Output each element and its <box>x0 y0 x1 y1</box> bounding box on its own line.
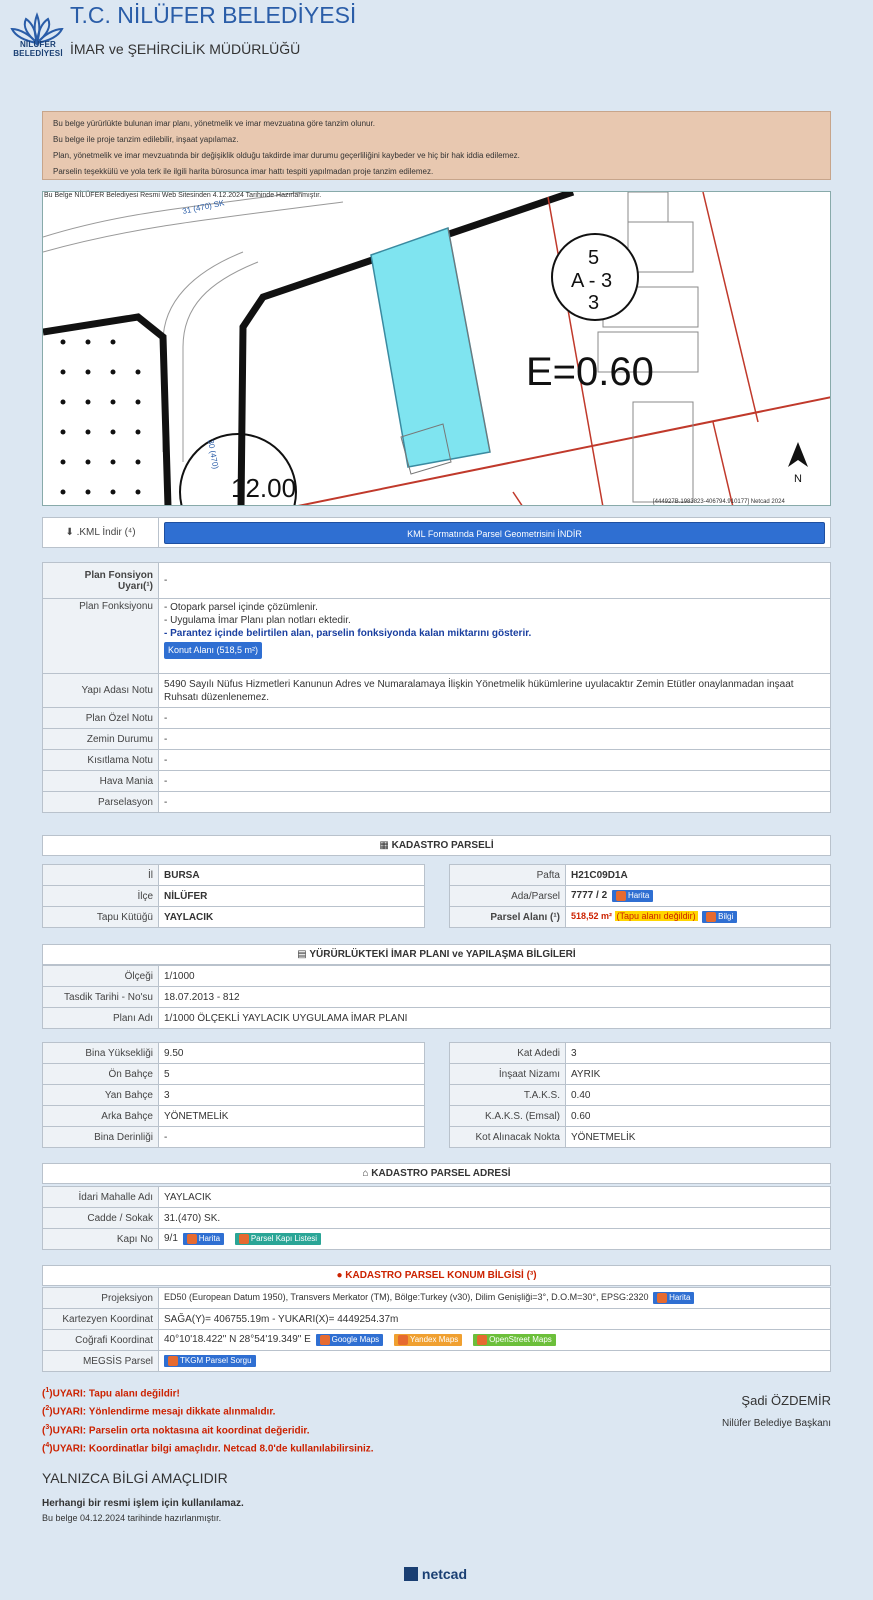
sokak-label: Cadde / Sokak <box>43 1208 159 1229</box>
arka-bahce-value: YÖNETMELİK <box>159 1106 425 1127</box>
hava-mania-value: - <box>159 771 831 792</box>
plan-adi-value: 1/1000 ÖLÇEKLİ YAYLACIK UYGULAMA İMAR PLANI <box>159 1008 831 1029</box>
note-item: ($^1$)UYARI: Tapu alanı değildir! <box>42 1387 180 1400</box>
kaks-value: 0.60 <box>566 1106 831 1127</box>
olcegi-value: 1/1000 <box>159 966 831 987</box>
parsel-alani-cell <box>566 907 831 928</box>
document-icon: ▤ <box>297 949 307 960</box>
home-icon: ⌂ <box>362 1168 369 1179</box>
tasdik-label: Tasdik Tarihi - No'su <box>43 987 159 1008</box>
signature-title: Nilüfer Belediye Başkanı <box>722 1418 831 1429</box>
ada-parsel-value: 7777 / 2 <box>571 890 608 902</box>
arka-bahce-label: Arka Bahçe <box>43 1106 159 1127</box>
ada-parsel-label: Ada/Parsel <box>450 886 566 907</box>
yapilasma-right-table <box>449 1042 831 1148</box>
konum-section-header: ● KADASTRO PARSEL KONUM BİLGİSİ (³) <box>42 1265 831 1286</box>
il-label: İl <box>43 865 159 886</box>
map-coords: [444927B.1983823-406794.910177] Netcad 2024 <box>653 499 785 505</box>
yandex-maps-button[interactable]: Yandex Maps <box>394 1334 462 1346</box>
kat-adedi-label: Kat Adedi <box>450 1043 566 1064</box>
imar-section-header: ▤ YÜRÜRLÜKTEKİ İMAR PLANI ve YAPILAŞMA BİLGİLERİ <box>42 944 831 965</box>
tapu-kutugu-value: YAYLACIK <box>159 907 425 928</box>
footer-brand: netcad <box>404 1566 467 1582</box>
info-line-1: Herhangi bir resmi işlem için kullanılamaz. <box>42 1498 244 1509</box>
yapilasma-left-table <box>42 1042 425 1148</box>
signature-name: Şadi ÖZDEMİR <box>741 1393 831 1408</box>
tkgm-button[interactable]: TKGM Parsel Sorgu <box>164 1355 256 1367</box>
olcegi-label: Ölçeği <box>43 966 159 987</box>
kaks-label: K.A.K.S. (Emsal) <box>450 1106 566 1127</box>
list-link-icon <box>239 1234 249 1244</box>
page-subtitle: İMAR ve ŞEHİRCİLİK MÜDÜRLÜĞÜ <box>70 41 301 57</box>
taks-value: 0.40 <box>566 1085 831 1106</box>
projeksiyon-label: Projeksiyon <box>43 1288 159 1309</box>
map-link-icon <box>187 1234 197 1244</box>
taks-label: T.A.K.S. <box>450 1085 566 1106</box>
north-label: N <box>794 473 802 485</box>
pafta-top: 5 <box>588 247 600 269</box>
mahalle-label: İdari Mahalle Adı <box>43 1187 159 1208</box>
info-title: YALNIZCA BİLGİ AMAÇLIDIR <box>42 1470 228 1486</box>
kapi-listesi-button[interactable]: Parsel Kapı Listesi <box>235 1233 321 1245</box>
il-value: BURSA <box>159 865 425 886</box>
bina-yuksekligi-label: Bina Yüksekliği <box>43 1043 159 1064</box>
ada-parsel-cell <box>566 886 831 907</box>
cografi-label: Coğrafi Koordinat <box>43 1330 159 1351</box>
warning-box <box>42 111 831 180</box>
road-label: 31 (470) SK <box>181 198 226 216</box>
plan-fonksiyonu-value <box>159 599 831 674</box>
location-pin-icon: ● <box>336 1270 343 1281</box>
page-title: T.C. NİLÜFER BELEDİYESİ <box>70 2 357 28</box>
sokak-value: 31.(470) SK. <box>159 1208 831 1229</box>
bilgi-button[interactable]: Bilgi <box>702 911 737 923</box>
tasdik-value: 18.07.2013 - 812 <box>159 987 831 1008</box>
kisitlama-notu-label: Kısıtlama Notu <box>43 750 159 771</box>
kartezyen-label: Kartezyen Koordinat <box>43 1309 159 1330</box>
parsel-alani-value: 518,52 m² <box>571 911 613 922</box>
tapu-kutugu-label: Tapu Kütüğü <box>43 907 159 928</box>
road-label-2: 30 (470) <box>206 438 221 470</box>
map-large-label: 12.00 <box>231 473 297 503</box>
note-item: ($^4$)UYARI: Koordinatlar bilgi amaçlıdır. Netcad 8.0'de kullanılabilirsiniz. <box>42 1441 374 1455</box>
plan-fonsiyon-uyari-value: - <box>159 563 831 599</box>
osm-button[interactable]: OpenStreet Maps <box>473 1334 556 1346</box>
ada-harita-button[interactable]: Harita <box>612 890 653 902</box>
zemin-durumu-value: - <box>159 729 831 750</box>
kot-label: Kot Alınacak Nokta <box>450 1127 566 1148</box>
kapi-no-cell <box>159 1229 831 1250</box>
plan-fonksiyonu-label: Plan Fonksiyonu <box>43 599 159 674</box>
plan-adi-label: Planı Adı <box>43 1008 159 1029</box>
parsel-alani-label: Parsel Alanı (¹) <box>450 907 566 928</box>
yan-bahce-value: 3 <box>159 1085 425 1106</box>
function-line: - Otopark parsel içinde çözümlenir. <box>164 602 318 613</box>
info-link-icon <box>706 912 716 922</box>
konum-table <box>42 1287 831 1372</box>
tapu-note: (Tapu alanı değildir) <box>616 911 696 922</box>
yan-bahce-label: Yan Bahçe <box>43 1085 159 1106</box>
plan-ozel-notu-value: - <box>159 708 831 729</box>
map-link-icon <box>398 1335 408 1345</box>
on-bahce-value: 5 <box>159 1064 425 1085</box>
kml-download-button[interactable]: KML Formatında Parsel Geometrisini İNDİR <box>164 522 825 544</box>
ilce-value: NİLÜFER <box>159 886 425 907</box>
kapi-no-label: Kapı No <box>43 1229 159 1250</box>
netcad-logo-icon <box>404 1567 418 1581</box>
map-link-icon <box>657 1293 667 1303</box>
map-link-icon <box>320 1335 330 1345</box>
yapi-adasi-notu-label: Yapı Adası Notu <box>43 674 159 708</box>
parcel-map[interactable] <box>42 191 831 506</box>
insaat-nizami-label: İnşaat Nizamı <box>450 1064 566 1085</box>
on-bahce-label: Ön Bahçe <box>43 1064 159 1085</box>
imar-table <box>42 965 831 1029</box>
function-line: - Uygulama İmar Planı plan notları ektedir. <box>164 615 351 626</box>
info-line-2: Bu belge 04.12.2024 tarihinde hazırlanmıştır. <box>42 1513 222 1523</box>
bina-yuksekligi-value: 9.50 <box>159 1043 425 1064</box>
pafta-bottom: 3 <box>588 292 600 314</box>
kadastro-left-table <box>42 864 425 928</box>
kot-value: YÖNETMELİK <box>566 1127 831 1148</box>
megsis-label: MEGSİS Parsel <box>43 1351 159 1372</box>
projeksiyon-cell <box>159 1288 831 1309</box>
hava-mania-label: Hava Mania <box>43 771 159 792</box>
zemin-durumu-label: Zemin Durumu <box>43 729 159 750</box>
kml-label: ⬇ .KML İndir (⁴) <box>43 518 159 548</box>
yapi-adasi-notu-value: 5490 Sayılı Nüfus Hizmetleri Kanunun Adres ve Numaralamaya İlişkin Yönetmelik hükümlerine uyulacaktır Zemin Etütler onaylanmadan inşaat Ruhsatı düzenlenemez. <box>159 674 831 708</box>
plan-table <box>42 562 831 813</box>
note-item: ($^2$)UYARI: Yönlendirme mesajı dikkate alınmalıdır. <box>42 1405 276 1418</box>
function-note: - Parantez içinde belirtilen alan, parselin fonksiyonda kalan miktarını gösterir. <box>164 628 532 639</box>
plan-ozel-notu-label: Plan Özel Notu <box>43 708 159 729</box>
download-icon: ⬇ <box>65 527 74 538</box>
parselasyon-value: - <box>159 792 831 813</box>
bina-derinligi-value: - <box>159 1127 425 1148</box>
emsal-label: E=0.60 <box>526 350 654 394</box>
cografi-value: 40°10'18.422" N 28°54'19.349" E <box>164 1334 311 1346</box>
map-link-icon <box>616 891 626 901</box>
kml-table <box>42 517 831 548</box>
page-header <box>4 0 864 70</box>
warning-line: Parselin teşekkülü ve yola terk ile ilgili harita bürosunca imar hattı tespiti yapılmadan proje tanzim edilemez. <box>53 167 434 176</box>
map-link-icon <box>477 1335 487 1345</box>
kisitlama-notu-value: - <box>159 750 831 771</box>
parcel-map-drawing <box>43 192 831 506</box>
warning-line: Plan, yönetmelik ve imar mevzuatında bir değişiklik olduğu takdirde imar durumu geçerliliğini kaybeder ve hiç bir hak iddia edilemez. <box>53 151 520 160</box>
adres-table <box>42 1186 831 1250</box>
kadastro-section-header: ▦ KADASTRO PARSELİ <box>42 835 831 856</box>
pafta-label: Pafta <box>450 865 566 886</box>
logo-text: NİLÜFER BELEDİYESİ <box>13 40 63 58</box>
adres-section-header: ⌂ KADASTRO PARSEL ADRESİ <box>42 1163 831 1184</box>
plan-fonsiyon-uyari-label: Plan Fonsiyon Uyarı(¹) <box>43 563 159 599</box>
kartezyen-value: SAĞA(Y)= 406755.19m - YUKARI(X)= 4449254.37m <box>159 1309 831 1330</box>
google-maps-button[interactable]: Google Maps <box>316 1334 384 1346</box>
grid-icon: ▦ <box>379 840 389 851</box>
kat-adedi-value: 3 <box>566 1043 831 1064</box>
parselasyon-label: Parselasyon <box>43 792 159 813</box>
map-link-icon <box>168 1356 178 1366</box>
kapi-no-value: 9/1 <box>164 1233 178 1245</box>
kadastro-right-table <box>449 864 831 928</box>
warning-line: Bu belge yürürlükte bulunan imar planı, yönetmelik ve imar mevzuatına göre tanzim olunur. <box>53 119 375 128</box>
warning-notes <box>42 1383 374 1456</box>
map-caption: Bu Belge NİLÜFER Belediyesi Resmi Web Sitesinden 4.12.2024 Tarihinde Hazırlanmıştır. <box>44 192 322 199</box>
pafta-value: H21C09D1A <box>566 865 831 886</box>
mahalle-value: YAYLACIK <box>159 1187 831 1208</box>
note-item: ($^3$)UYARI: Parselin orta noktasına ait koordinat değeridir. <box>42 1423 310 1436</box>
bina-derinligi-label: Bina Derinliği <box>43 1127 159 1148</box>
adres-harita-button[interactable]: Harita <box>183 1233 224 1245</box>
megsis-cell <box>159 1351 831 1372</box>
pafta-mid: A - 3 <box>571 270 613 292</box>
cografi-cell <box>159 1330 831 1351</box>
projeksiyon-value: ED50 (European Datum 1950), Transvers Merkator (TM), Bölge:Turkey (v30), Dilim Genişliği=3°, D.O.M=30°, EPSG:2320 <box>164 1292 649 1303</box>
konum-harita-button[interactable]: Harita <box>653 1292 694 1304</box>
warning-line: Bu belge ile proje tanzim edilebilir, inşaat yapılamaz. <box>53 135 239 144</box>
ilce-label: İlçe <box>43 886 159 907</box>
insaat-nizami-value: AYRIK <box>566 1064 831 1085</box>
konut-alani-button[interactable]: Konut Alanı (518,5 m²) <box>164 642 262 659</box>
